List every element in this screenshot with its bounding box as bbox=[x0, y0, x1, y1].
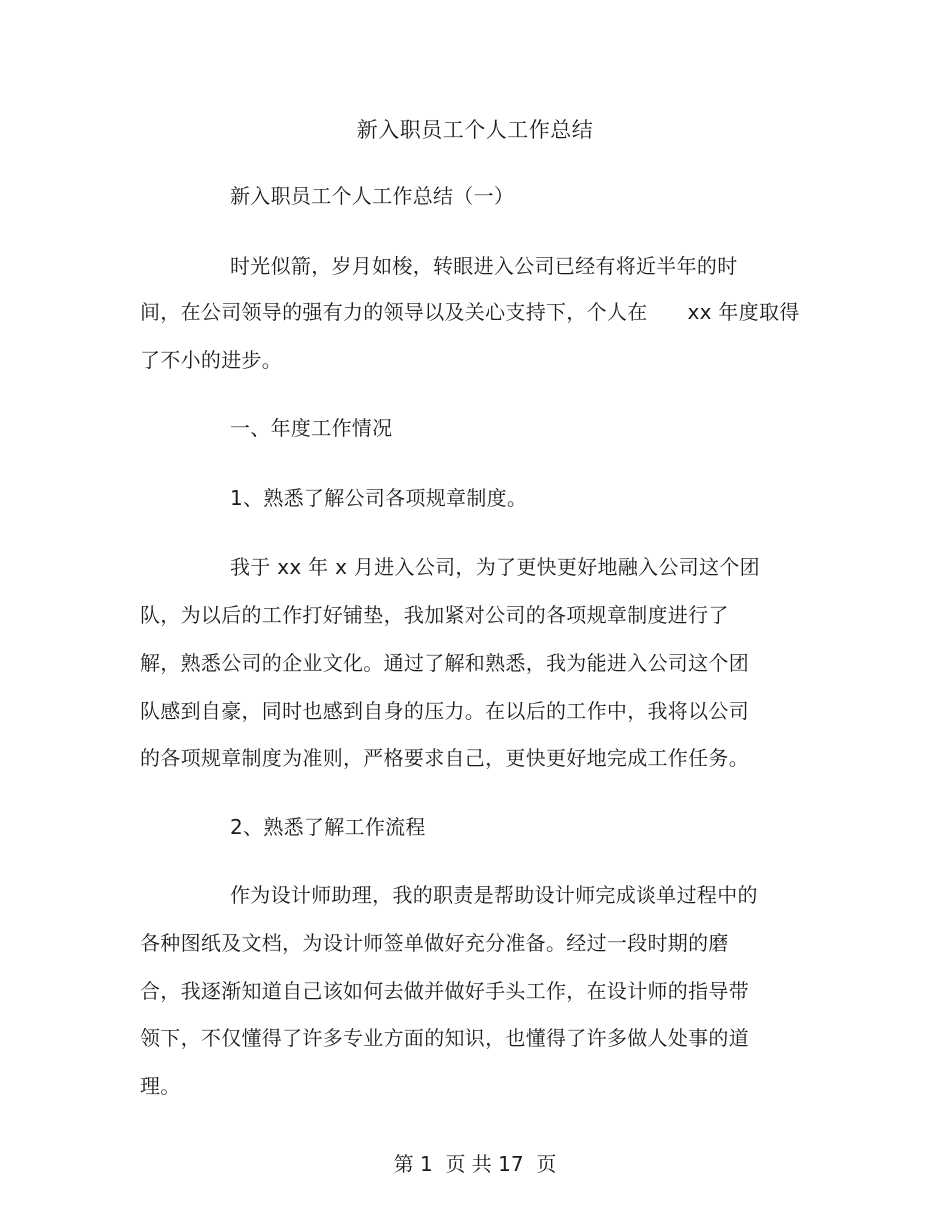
document-subtitle: 新入职员工个人工作总结（一） bbox=[230, 184, 515, 208]
paragraph-line: 了不小的进步。 bbox=[140, 348, 283, 372]
paragraph-line: 队，为以后的工作打好铺垫，我加紧对公司的各项规章制度进行了 bbox=[140, 603, 729, 627]
paragraph-line: 队感到自豪，同时也感到自身的压力。在以后的工作中，我将以公司 bbox=[140, 699, 749, 723]
paragraph-line: 理。 bbox=[140, 1074, 181, 1098]
paragraph-line: 时光似箭，岁月如梭，转眼进入公司已经有将近半年的时 bbox=[230, 254, 738, 278]
section-heading: 一、年度工作情况 bbox=[230, 416, 393, 440]
document-title: 新入职员工个人工作总结 bbox=[356, 118, 594, 142]
page-number-footer: 第 1 页 共 17 页 bbox=[393, 1152, 557, 1176]
paragraph-line: 作为设计师助理，我的职责是帮助设计师完成谈单过程中的 bbox=[230, 883, 758, 907]
item-heading: 1、熟悉了解公司各项规章制度。 bbox=[230, 486, 528, 510]
paragraph-line: 各种图纸及文档，为设计师签单做好充分准备。经过一段时期的磨 bbox=[140, 931, 729, 955]
paragraph-line: 合，我逐渐知道自己该如何去做并做好手头工作，在设计师的指导带 bbox=[140, 979, 749, 1003]
paragraph-line: 的各项规章制度为准则，严格要求自己，更快更好地完成工作任务。 bbox=[140, 746, 749, 770]
item-heading: 2、熟悉了解工作流程 bbox=[230, 815, 426, 839]
paragraph-line: 间，在公司领导的强有力的领导以及关心支持下，个人在 xx 年度取得 bbox=[140, 300, 800, 324]
paragraph-line: 解，熟悉公司的企业文化。通过了解和熟悉，我为能进入公司这个团 bbox=[140, 651, 749, 675]
paragraph-line: 我于 xx 年 x 月进入公司，为了更快更好地融入公司这个团 bbox=[230, 555, 760, 579]
paragraph-line: 领下，不仅懂得了许多专业方面的知识，也懂得了许多做人处事的道 bbox=[140, 1026, 749, 1050]
